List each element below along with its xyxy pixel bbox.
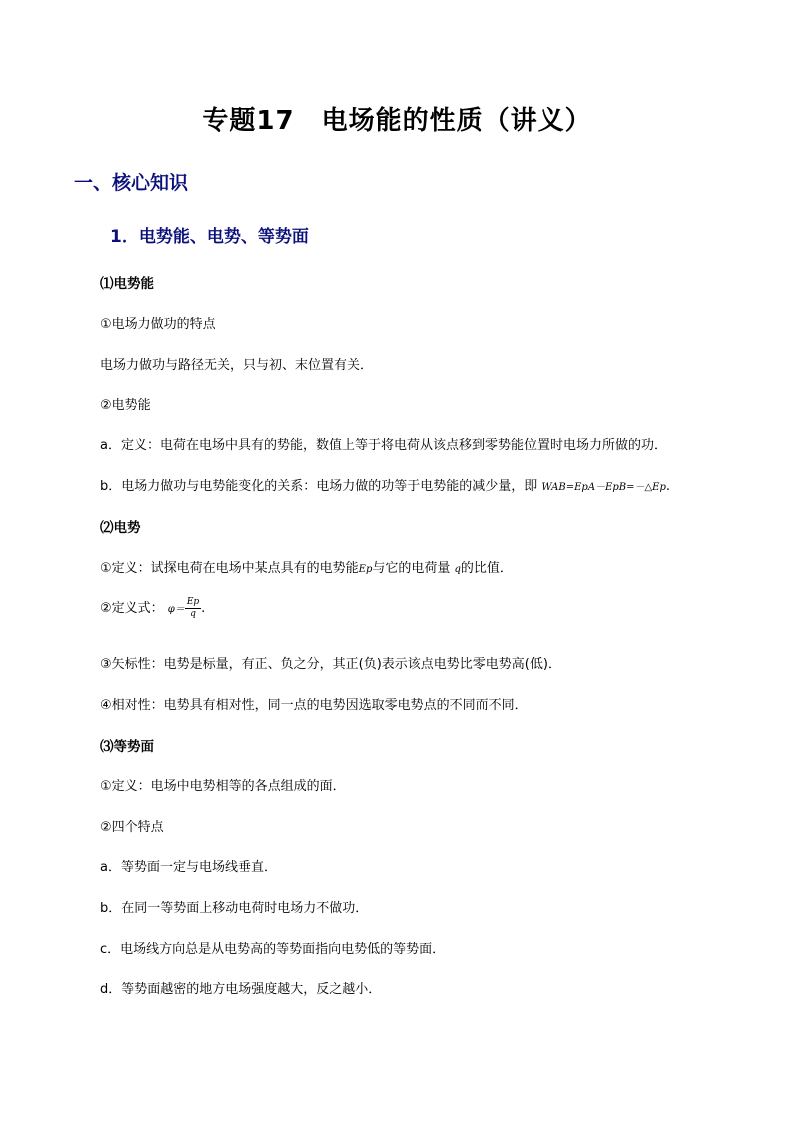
text-line: a．定义：电荷在电场中具有的势能，数值上等于将电荷从该点移到零势能位置时电场力所做的功． — [100, 438, 667, 453]
period: . — [201, 601, 206, 616]
text-line: ②电势能 — [100, 398, 151, 413]
list-item: c．电场线方向总是从电势高的等势面指向电势低的等势面． — [100, 942, 446, 957]
text-line-definition — [100, 557, 513, 576]
text-line-formula — [100, 597, 205, 620]
list-item: d．等势面越密的地方电场强度越大，反之越小． — [100, 982, 382, 997]
work-energy-formula: WAB=EpA－EpB=－△Ep — [541, 482, 666, 493]
fraction-numerator: Ep — [186, 597, 200, 607]
text-fragment: ②定义式： — [100, 601, 164, 616]
text-fragment: ①定义：试探电荷在电场中某点具有的电势能 — [100, 561, 359, 576]
fraction-denominator: q — [190, 609, 196, 619]
text-line: ③矢标性：电势是标量，有正、负之分，其正(负)表示该点电势比零电势高(低)． — [100, 657, 561, 672]
heading-potential-energy: ⑴电势能 — [100, 276, 154, 292]
list-item: a．等势面一定与电场线垂直． — [100, 860, 277, 875]
text-fragment: 与它的电荷量 — [372, 561, 451, 576]
fraction-ep-over-q — [185, 597, 201, 620]
section-heading-core-knowledge: 一、核心知识 — [74, 172, 189, 194]
symbol-q: q — [454, 564, 461, 575]
period: . — [665, 479, 671, 494]
text-line: ②四个特点 — [100, 820, 164, 835]
text-line: ①电场力做功的特点 — [100, 317, 216, 332]
heading-equipotential-surface: ⑶等势面 — [100, 739, 154, 755]
formula-intro-text: b．电场力做功与电势能变化的关系：电场力做的功等于电势能的减少量，即 — [100, 479, 538, 494]
subsection-heading-potential: 1．电势能、电势、等势面 — [110, 227, 309, 247]
symbol-ep: Ep — [358, 564, 373, 575]
symbol-phi: φ＝ — [167, 604, 185, 615]
text-line: ①定义：电场中电势相等的各点组成的面． — [100, 779, 346, 794]
heading-potential: ⑵电势 — [100, 520, 141, 536]
page-title: 专题17 电场能的性质（讲义） — [202, 106, 592, 136]
text-line: 电场力做功与路径无关，只与初、末位置有关． — [100, 358, 374, 373]
text-line: ④相对性：电势具有相对性，同一点的电势因选取零电势点的不同而不同． — [100, 698, 528, 713]
text-line-with-formula — [100, 475, 670, 494]
text-fragment: 的比值． — [460, 561, 513, 576]
list-item: b．在同一等势面上移动电荷时电场力不做功． — [100, 901, 369, 916]
